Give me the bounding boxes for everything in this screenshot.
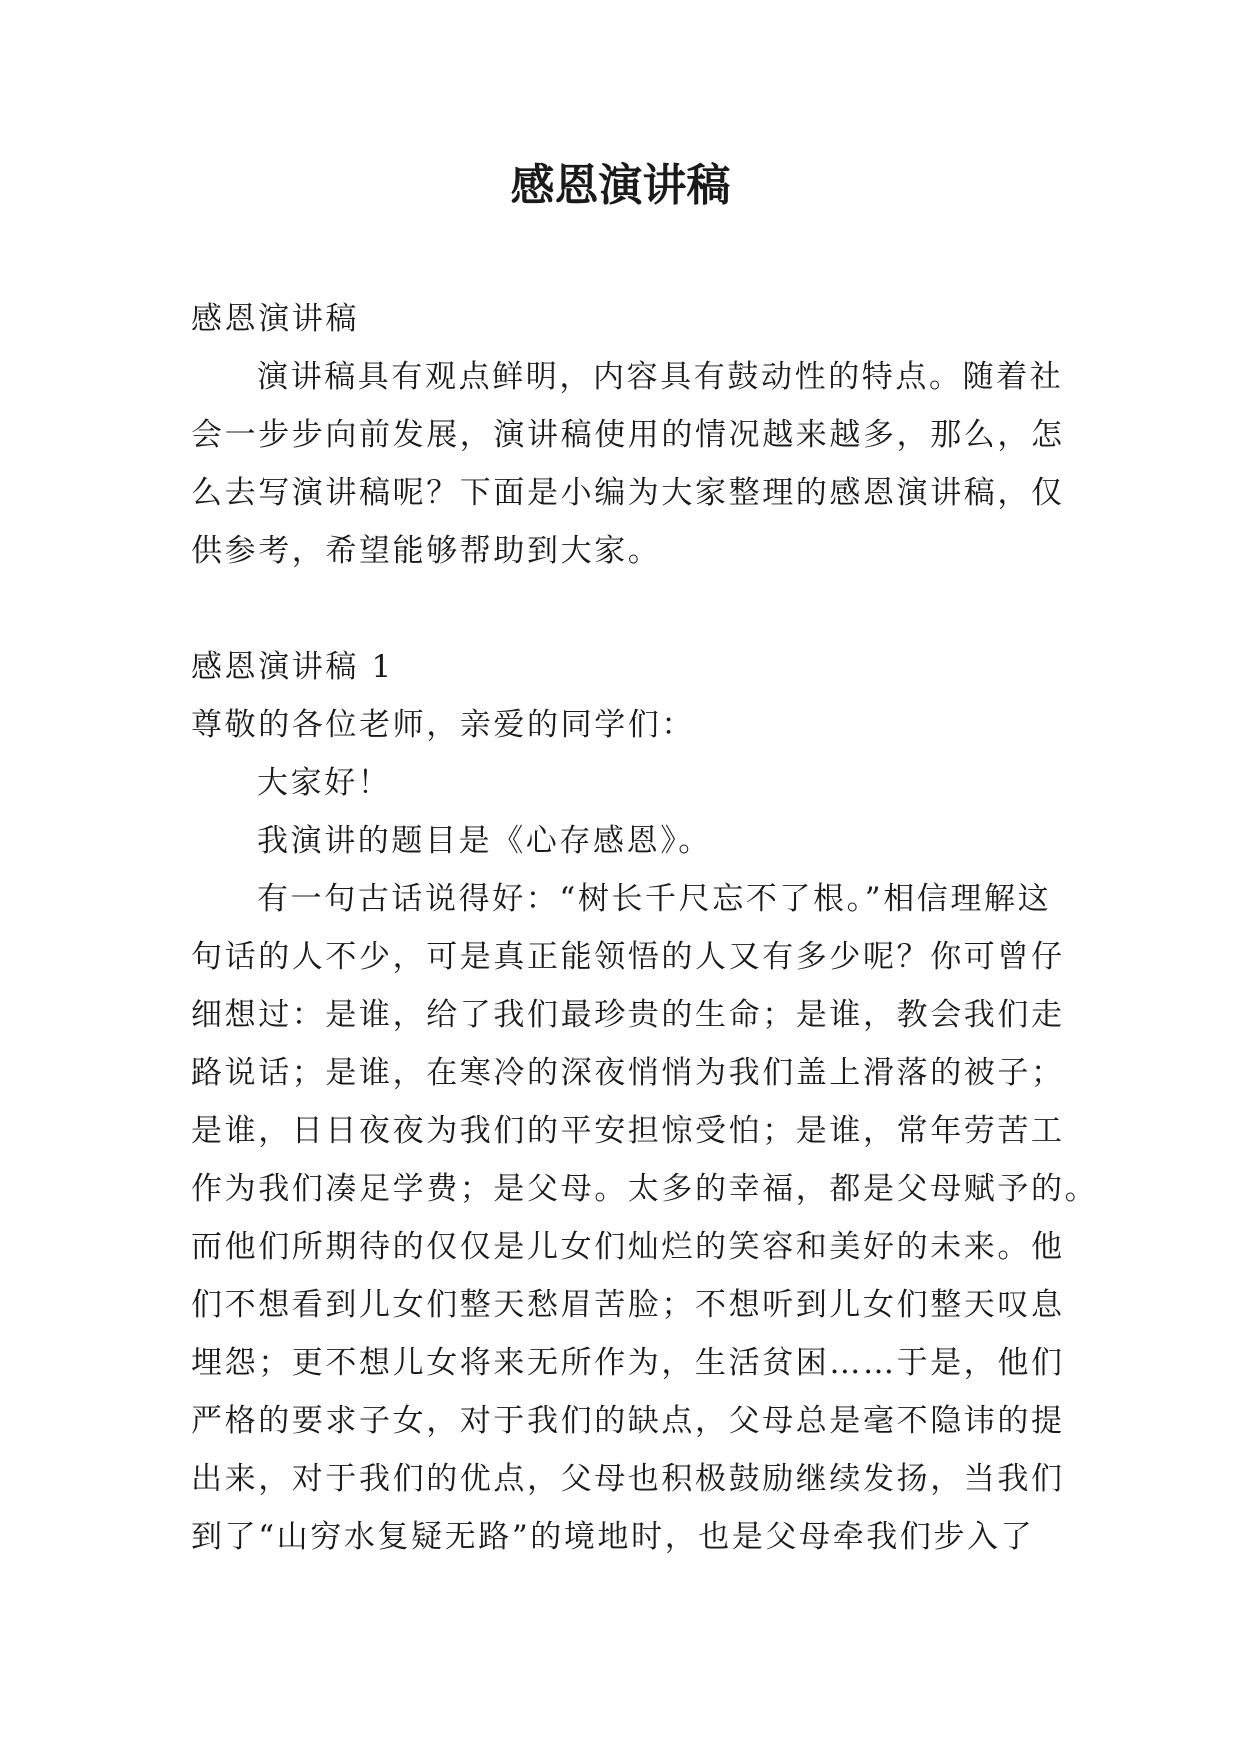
document-title: 感恩演讲稿 [510,160,731,211]
intro-line: 演讲稿具有观点鲜明，内容具有鼓动性的特点。随着社 [257,359,1064,395]
body-line: 严格的要求子女，对于我们的缺点，父母总是毫不隐讳的提 [191,1403,1065,1439]
intro-paragraph [191,348,1065,580]
speech-heading-text: 感恩演讲稿 1 [191,649,394,685]
salutation: 尊敬的各位老师，亲爱的同学们： [191,707,695,743]
body-line: 有一句古话说得好：“树长千尺忘不了根。”相信理解这 [257,881,1052,917]
body-line: 埋怨；更不想儿女将来无所作为，生活贫困……于是，他们 [191,1345,1065,1381]
intro-label-text: 感恩演讲稿 [191,301,359,337]
body-line: 们不想看到儿女们整天愁眉苦脸；不想听到儿女们整天叹息 [191,1287,1065,1323]
body-line: 路说话；是谁，在寒冷的深夜悄悄为我们盖上滑落的被子； [191,1055,1065,1091]
greeting: 大家好！ [257,765,392,801]
body-line: 句话的人不少，可是真正能领悟的人又有多少呢？你可曾仔 [191,939,1065,975]
intro-line: 会一步步向前发展，演讲稿使用的情况越来越多，那么，怎 [191,417,1065,453]
body-line: 作为我们凑足学费；是父母。太多的幸福，都是父母赋予的。 [191,1171,1099,1207]
intro-label [191,290,1051,348]
body-line: 细想过：是谁，给了我们最珍贵的生命；是谁，教会我们走 [191,997,1065,1033]
intro-line: 供参考，希望能够帮助到大家。 [191,533,662,569]
body-line: 到了“山穷水复疑无路”的境地时，也是父母牵我们步入了 [191,1519,1035,1555]
body-line: 是谁，日日夜夜为我们的平安担惊受怕；是谁，常年劳苦工 [191,1113,1065,1149]
speech-body [191,696,1099,1566]
intro-line: 么去写演讲稿呢？下面是小编为大家整理的感恩演讲稿，仅 [191,475,1065,511]
body-line: 出来，对于我们的优点，父母也积极鼓励继续发扬，当我们 [191,1461,1065,1497]
speech-topic: 我演讲的题目是《心存感恩》。 [257,823,712,859]
body-line: 而他们所期待的仅仅是儿女们灿烂的笑容和美好的未来。他 [191,1229,1065,1265]
speech-heading [191,638,1051,696]
